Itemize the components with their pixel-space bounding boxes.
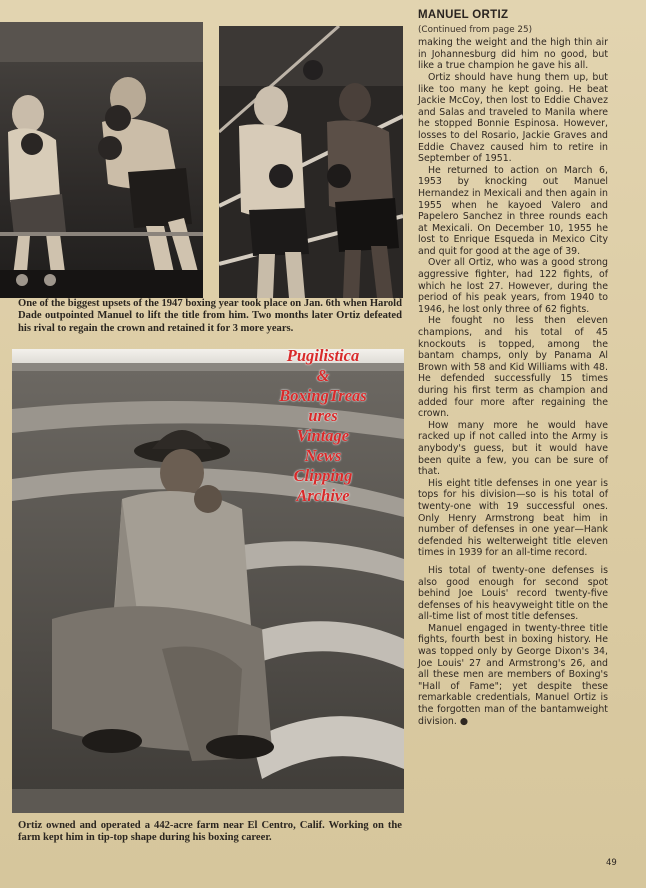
watermark-line: Archive [296, 486, 350, 505]
boxing-photo-left-image [0, 22, 203, 298]
watermark-line: & [316, 366, 330, 385]
article-paragraph: Ortiz should have hung them up, but like too many he kept going. He beat Jackie McCoy, then lost to Eddie Chavez and Salas and traveled to Manila where he stopped Bonnie Espinosa. However, losses to del Rosario, Jackie Graves and Eddie Chavez caused him to retire in September of 1951. [418, 71, 608, 165]
boxing-photo-right [219, 26, 403, 298]
article-headline: MANUEL ORTIZ [418, 9, 509, 21]
farm-photo-image [12, 349, 404, 813]
continued-note: (Continued from page 25) [418, 24, 533, 35]
article-paragraph: making the weight and the high thin air in Johannesburg did him no good, but like a true champion he gave his all. [418, 37, 608, 72]
article-paragraph: Manuel engaged in twenty-three title fights, fourth best in boxing history. He was topped only by George Dixon's 34, Joe Louis' 27 and Armstrong's 26, and all these men are members of Boxing's "Hall of Fame"; yet despite these remarkable credentials, Manuel Ortiz is the forgotten man of the bantamweight division. ● [418, 622, 608, 727]
article-column [418, 10, 608, 727]
article-paragraph: He returned to action on March 6, 1953 by knocking out Manuel Hernandez in Mexicali and then again in 1955 when he kayoed Valero and Papelero Sanchez in three rounds each at Mexicali. On December 10, 1955 he lost to Enrique Esqueda in Mexico City and quit for good at the age of 39. [418, 164, 608, 257]
article-paragraph: He fought no less then eleven champions, and his total of 45 knockouts is topped, among the bantam champs, only by Panama Al Brown with 58 and Kid Williams with 48. He defended successfully 15 times during his first term as champion and added four more after regaining the crown. [418, 315, 608, 420]
article-paragraph: Over all Ortiz, who was a good strong aggressive fighter, had 122 fights, of which he lost 27. However, during the period of his peak years, from 1940 to 1946, he lost only three of 62 fights. [418, 257, 608, 315]
top-photo-caption: One of the biggest upsets of the 1947 boxing year took place on Jan. 6th when Harold Dade outpointed Manuel to lift the title from him. Two months later Ortiz defeated his rival to regain the crown and retained it for 3 more years. [18, 298, 402, 334]
watermark-line: News [304, 446, 342, 465]
farm-photo [12, 349, 404, 813]
watermark-line: ures [308, 406, 338, 425]
farm-photo-caption: Ortiz owned and operated a 442-acre farm near El Centro, Calif. Working on the farm kept him in tip-top shape during his boxing career. [18, 820, 402, 844]
watermark-line: Vintage [296, 426, 350, 445]
page-number: 49 [606, 858, 617, 868]
boxing-photo-right-image [219, 26, 403, 298]
article-paragraph: His eight title defenses in one year is tops for his division—so is his total of twenty-one with 19 successful ones. Only Henry Armstrong beat him in number of defenses in one year—Hank defended his welterweight title eleven times in 1939 for an all-time record. [418, 477, 608, 559]
article-paragraph: His total of twenty-one defenses is also good enough for second spot behind Joe Louis' record twenty-five defenses of his heavyweight title on the all-time list of most title defenses. [418, 564, 608, 623]
watermark-line: BoxingTreas [279, 386, 367, 405]
boxing-photo-left [0, 22, 203, 298]
article-paragraph: How many more he would have racked up if not called into the Army is anybody's guess, but it would have been quite a few, you can be sure of that. [418, 419, 608, 478]
watermark-line: Clipping [293, 466, 353, 485]
watermark-line: Pugilistica [286, 346, 360, 365]
